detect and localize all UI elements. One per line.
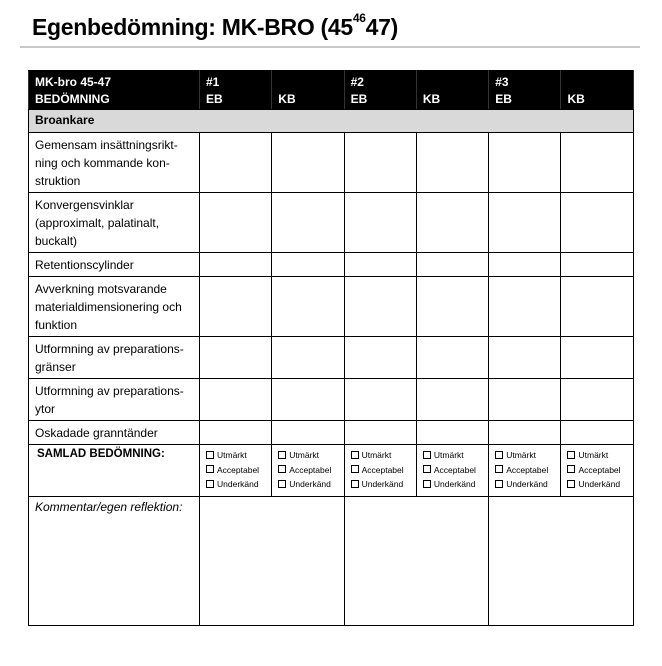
checkbox-icon[interactable]	[278, 451, 286, 459]
checkbox-icon[interactable]	[495, 451, 503, 459]
criterion-label-line: buckalt)	[35, 234, 78, 248]
header-label-cell	[29, 71, 200, 110]
header-label-line1: MK-bro 45-47	[35, 75, 112, 89]
rating-cell[interactable]	[561, 193, 633, 253]
comment-area[interactable]	[200, 497, 345, 626]
criterion-label-cell	[29, 277, 200, 337]
criterion-label	[29, 337, 199, 378]
header-group3-kb	[561, 71, 633, 110]
header-group3-eb	[489, 71, 561, 110]
rating-cell[interactable]	[489, 337, 561, 379]
option-label: Underkänd	[506, 479, 548, 489]
rating-cell[interactable]	[344, 421, 416, 445]
option-label: Utmärkt	[506, 450, 536, 460]
group-number: #2	[350, 75, 364, 89]
rating-cell[interactable]	[272, 133, 344, 193]
rating-cell[interactable]	[200, 421, 272, 445]
comment-area[interactable]	[489, 497, 634, 626]
rating-cell[interactable]	[344, 253, 416, 277]
criterion-label	[29, 277, 199, 336]
title-divider	[20, 46, 640, 48]
rating-cell[interactable]	[416, 193, 488, 253]
summary-options-cell	[344, 445, 416, 497]
header-group1-eb	[200, 71, 272, 110]
rating-cell[interactable]	[416, 133, 488, 193]
option-label: Utmärkt	[361, 450, 392, 460]
rating-cell[interactable]	[344, 379, 416, 421]
summary-options-cell	[272, 445, 344, 497]
comment-area[interactable]	[344, 497, 489, 626]
criterion-label	[29, 379, 199, 420]
criterion-label-line: Utformning av preparations-	[35, 384, 184, 398]
rating-cell[interactable]	[561, 337, 633, 379]
rating-cell[interactable]	[200, 379, 272, 421]
option-utmärkt[interactable]	[495, 448, 560, 463]
criterion-label-cell	[29, 337, 200, 379]
title-end: 47)	[365, 14, 398, 40]
rating-cell[interactable]	[561, 253, 633, 277]
rating-cell[interactable]	[272, 193, 344, 253]
section-title: Broankare	[35, 113, 95, 127]
summary-row	[29, 445, 634, 497]
option-label: Acceptabel	[289, 464, 332, 475]
criterion-label-line: Utformning av preparations-	[35, 342, 184, 356]
criterion-label	[29, 193, 199, 252]
header-group1-kb	[272, 71, 344, 110]
rating-cell[interactable]	[416, 337, 488, 379]
rating-cell[interactable]	[344, 133, 416, 193]
criterion-label	[29, 421, 199, 444]
criterion-label-line: ning och kommande kon-	[35, 156, 170, 170]
rating-cell[interactable]	[272, 337, 344, 379]
criterion-label-cell	[29, 253, 200, 277]
checkbox-icon[interactable]	[206, 480, 214, 488]
criterion-row	[29, 421, 634, 445]
criterion-label-line: materialdimensionering och	[35, 300, 182, 314]
summary-options-cell	[416, 445, 488, 497]
eb-label: EB	[350, 92, 368, 106]
rating-cell[interactable]	[416, 277, 488, 337]
rating-cell[interactable]	[561, 277, 633, 337]
kb-label: KB	[422, 92, 441, 106]
checkbox-icon[interactable]	[351, 480, 359, 488]
option-utmärkt[interactable]	[206, 448, 271, 463]
rating-cell[interactable]	[416, 421, 488, 445]
criterion-row	[29, 337, 634, 379]
header-row	[29, 71, 634, 110]
criterion-label-line: Retentionscylinder	[35, 258, 134, 272]
rating-cell[interactable]	[344, 193, 416, 253]
option-acceptabel[interactable]	[567, 463, 632, 478]
option-acceptabel[interactable]	[278, 463, 343, 478]
eb-label: EB	[495, 92, 512, 106]
checkbox-icon[interactable]	[351, 451, 359, 459]
option-label: Underkänd	[361, 479, 404, 489]
option-label: Underkänd	[289, 479, 331, 489]
rating-cell[interactable]	[272, 277, 344, 337]
criterion-row	[29, 277, 634, 337]
summary-options-cell	[489, 445, 561, 497]
rating-cell[interactable]	[344, 277, 416, 337]
criterion-label-cell	[29, 133, 200, 193]
checkbox-icon[interactable]	[351, 465, 359, 473]
criterion-label-line: Konvergensvinklar	[35, 198, 134, 212]
checkbox-icon[interactable]	[423, 465, 431, 473]
assessment-table	[28, 70, 634, 626]
option-label: Acceptabel	[578, 464, 621, 475]
checkbox-icon[interactable]	[278, 480, 286, 488]
rating-cell[interactable]	[561, 421, 633, 445]
eb-label: EB	[206, 92, 223, 106]
header-group2-kb	[416, 71, 488, 110]
option-acceptabel[interactable]	[423, 463, 488, 478]
rating-cell[interactable]	[489, 133, 561, 193]
checkbox-icon[interactable]	[423, 451, 431, 459]
option-utmärkt[interactable]	[567, 448, 632, 463]
section-row	[29, 110, 634, 133]
rating-cell[interactable]	[416, 379, 488, 421]
criterion-label-line: Gemensam insättningsrikt-	[35, 138, 178, 152]
rating-cell[interactable]	[200, 337, 272, 379]
criterion-label-line: gränser	[35, 360, 76, 374]
header-group2-eb	[344, 71, 416, 110]
criterion-label-cell	[29, 193, 200, 253]
comment-row	[29, 497, 634, 626]
rating-cell[interactable]	[489, 421, 561, 445]
comment-label-cell	[29, 497, 200, 626]
comment-label: Kommentar/egen reflektion:	[35, 500, 183, 514]
criterion-row	[29, 379, 634, 421]
checkbox-icon[interactable]	[567, 451, 575, 459]
rating-cell[interactable]	[200, 277, 272, 337]
criterion-label-line: Avverkning motsvarande	[35, 282, 167, 296]
criterion-row	[29, 133, 634, 193]
criterion-label-line: Oskadade granntänder	[35, 426, 158, 440]
option-label: Utmärkt	[578, 450, 609, 460]
checkbox-icon[interactable]	[206, 451, 214, 459]
criterion-label-cell	[29, 421, 200, 445]
title-main: Egenbedömning: MK-BRO (45	[32, 14, 353, 40]
kb-label: KB	[567, 92, 585, 106]
rating-cell[interactable]	[489, 193, 561, 253]
criterion-label-line: struktion	[35, 174, 81, 188]
checkbox-icon[interactable]	[567, 465, 575, 473]
rating-cell[interactable]	[489, 379, 561, 421]
option-underkänd[interactable]	[278, 477, 343, 492]
option-label: Utmärkt	[217, 450, 247, 460]
criterion-label-cell	[29, 379, 200, 421]
option-label: Acceptabel	[433, 464, 476, 475]
option-acceptabel[interactable]	[495, 463, 560, 478]
checkbox-icon[interactable]	[278, 465, 286, 473]
rating-cell[interactable]	[272, 253, 344, 277]
option-label: Acceptabel	[217, 464, 260, 475]
option-underkänd[interactable]	[351, 477, 416, 492]
rating-cell[interactable]	[489, 253, 561, 277]
option-utmärkt[interactable]	[351, 448, 416, 463]
checkbox-icon[interactable]	[206, 465, 214, 473]
summary-options-cell	[200, 445, 272, 497]
rating-cell[interactable]	[489, 277, 561, 337]
criterion-label	[29, 133, 199, 192]
criterion-label	[29, 253, 199, 276]
group-number: #1	[206, 75, 220, 89]
option-label: Utmärkt	[433, 450, 464, 460]
summary-label: SAMLAD BEDÖMNING:	[37, 448, 165, 460]
option-label: Underkänd	[217, 479, 259, 489]
kb-label: KB	[278, 92, 296, 106]
header-label-line2: BEDÖMNING	[35, 92, 110, 106]
rating-cell[interactable]	[200, 133, 272, 193]
option-underkänd[interactable]	[495, 477, 560, 492]
rating-cell[interactable]	[561, 133, 633, 193]
page-title	[32, 11, 398, 41]
criterion-row	[29, 253, 634, 277]
option-utmärkt[interactable]	[423, 448, 488, 463]
rating-cell[interactable]	[344, 337, 416, 379]
criterion-label-line: funktion	[35, 318, 78, 332]
option-label: Underkänd	[433, 479, 476, 489]
rating-cell[interactable]	[200, 193, 272, 253]
group-number: #3	[495, 75, 509, 89]
title-superscript: 46	[352, 11, 366, 25]
option-underkänd[interactable]	[423, 477, 488, 492]
criterion-label-line: ytor	[35, 402, 56, 416]
option-utmärkt[interactable]	[278, 448, 343, 463]
option-underkänd[interactable]	[206, 477, 271, 492]
option-acceptabel[interactable]	[351, 463, 416, 478]
option-label: Acceptabel	[506, 464, 549, 475]
summary-label-cell	[29, 445, 200, 497]
checkbox-icon[interactable]	[495, 465, 503, 473]
criterion-row	[29, 193, 634, 253]
rating-cell[interactable]	[416, 253, 488, 277]
summary-options-cell	[561, 445, 633, 497]
option-acceptabel[interactable]	[206, 463, 271, 478]
option-underkänd[interactable]	[567, 477, 632, 492]
rating-cell[interactable]	[561, 379, 633, 421]
rating-cell[interactable]	[200, 253, 272, 277]
checkbox-icon[interactable]	[495, 480, 503, 488]
checkbox-icon[interactable]	[423, 480, 431, 488]
checkbox-icon[interactable]	[567, 480, 575, 488]
rating-cell[interactable]	[272, 379, 344, 421]
criterion-label-line: (approximalt, palatinalt,	[35, 216, 160, 230]
option-label: Acceptabel	[361, 464, 404, 475]
rating-cell[interactable]	[272, 421, 344, 445]
section-cell	[29, 110, 634, 133]
option-label: Utmärkt	[289, 450, 320, 460]
option-label: Underkänd	[578, 479, 621, 489]
